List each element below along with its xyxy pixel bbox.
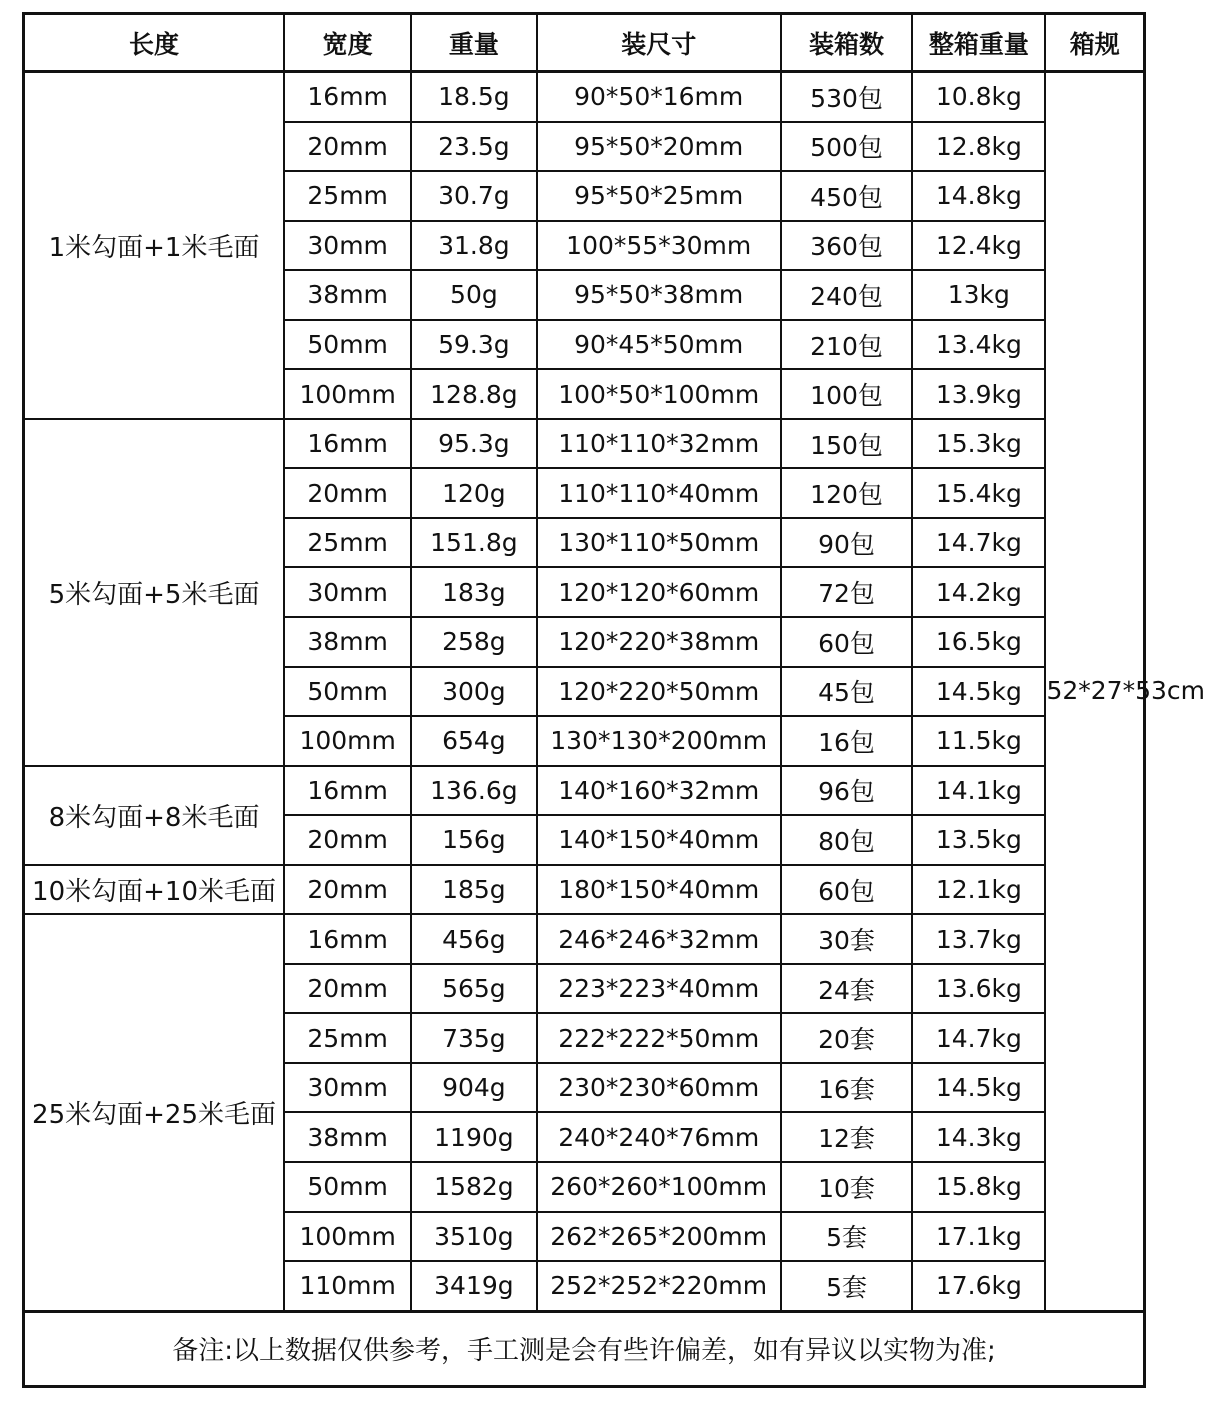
table-row (24, 914, 1145, 964)
pack-count-cell: 20套 (781, 1013, 912, 1063)
pack-size-cell: 262*265*200mm (537, 1212, 781, 1262)
pack-count-cell: 100包 (781, 369, 912, 419)
pack-size-cell: 95*50*25mm (537, 171, 781, 221)
width-cell: 50mm (284, 1162, 411, 1212)
weight-cell: 904g (411, 1063, 536, 1113)
table-row (24, 72, 1145, 122)
pack-size-cell: 120*220*50mm (537, 667, 781, 717)
weight-cell: 59.3g (411, 320, 536, 370)
box-weight-cell: 17.6kg (912, 1261, 1045, 1311)
header-box-spec: 箱规 (1045, 14, 1144, 72)
weight-cell: 654g (411, 716, 536, 766)
pack-count-cell: 120包 (781, 468, 912, 518)
weight-cell: 128.8g (411, 369, 536, 419)
box-weight-cell: 17.1kg (912, 1212, 1045, 1262)
box-weight-cell: 14.7kg (912, 518, 1045, 568)
pack-count-cell: 16包 (781, 716, 912, 766)
box-weight-cell: 14.5kg (912, 1063, 1045, 1113)
weight-cell: 151.8g (411, 518, 536, 568)
weight-cell: 120g (411, 468, 536, 518)
pack-count-cell: 210包 (781, 320, 912, 370)
box-weight-cell: 14.1kg (912, 766, 1045, 816)
pack-count-cell: 90包 (781, 518, 912, 568)
box-weight-cell: 16.5kg (912, 617, 1045, 667)
box-weight-cell: 12.4kg (912, 221, 1045, 271)
table-row (24, 419, 1145, 469)
width-cell: 25mm (284, 518, 411, 568)
box-weight-cell: 13.7kg (912, 914, 1045, 964)
weight-cell: 156g (411, 815, 536, 865)
pack-count-cell: 60包 (781, 617, 912, 667)
box-weight-cell: 15.3kg (912, 419, 1045, 469)
length-group-cell: 5米勾面+5米毛面 (24, 419, 285, 766)
width-cell: 30mm (284, 221, 411, 271)
weight-cell: 456g (411, 914, 536, 964)
width-cell: 110mm (284, 1261, 411, 1311)
length-group-cell: 8米勾面+8米毛面 (24, 766, 285, 865)
table-row (24, 865, 1145, 915)
pack-count-cell: 72包 (781, 567, 912, 617)
width-cell: 16mm (284, 914, 411, 964)
pack-count-cell: 530包 (781, 72, 912, 122)
width-cell: 100mm (284, 369, 411, 419)
pack-count-cell: 96包 (781, 766, 912, 816)
pack-size-cell: 260*260*100mm (537, 1162, 781, 1212)
pack-size-cell: 252*252*220mm (537, 1261, 781, 1311)
weight-cell: 300g (411, 667, 536, 717)
spec-table (22, 12, 1205, 1388)
width-cell: 50mm (284, 320, 411, 370)
box-weight-cell: 13.9kg (912, 369, 1045, 419)
width-cell: 20mm (284, 815, 411, 865)
box-weight-cell: 12.1kg (912, 865, 1045, 915)
box-weight-cell: 14.7kg (912, 1013, 1045, 1063)
box-weight-cell: 13.6kg (912, 964, 1045, 1014)
table-row (24, 766, 1145, 816)
width-cell: 25mm (284, 1013, 411, 1063)
width-cell: 100mm (284, 716, 411, 766)
weight-cell: 1582g (411, 1162, 536, 1212)
width-cell: 20mm (284, 865, 411, 915)
width-cell: 38mm (284, 270, 411, 320)
header-box-weight: 整箱重量 (912, 14, 1045, 72)
pack-size-cell: 140*150*40mm (537, 815, 781, 865)
pack-count-cell: 80包 (781, 815, 912, 865)
pack-size-cell: 230*230*60mm (537, 1063, 781, 1113)
width-cell: 20mm (284, 468, 411, 518)
weight-cell: 1190g (411, 1112, 536, 1162)
pack-count-cell: 60包 (781, 865, 912, 915)
pack-count-cell: 500包 (781, 122, 912, 172)
pack-size-cell: 222*222*50mm (537, 1013, 781, 1063)
box-weight-cell: 13.5kg (912, 815, 1045, 865)
weight-cell: 18.5g (411, 72, 536, 122)
pack-size-cell: 90*50*16mm (537, 72, 781, 122)
pack-size-cell: 120*220*38mm (537, 617, 781, 667)
box-weight-cell: 14.3kg (912, 1112, 1045, 1162)
box-weight-cell: 14.8kg (912, 171, 1045, 221)
pack-size-cell: 223*223*40mm (537, 964, 781, 1014)
pack-count-cell: 24套 (781, 964, 912, 1014)
weight-cell: 3510g (411, 1212, 536, 1262)
pack-count-cell: 360包 (781, 221, 912, 271)
pack-count-cell: 450包 (781, 171, 912, 221)
pack-count-cell: 150包 (781, 419, 912, 469)
width-cell: 30mm (284, 567, 411, 617)
header-width: 宽度 (284, 14, 411, 72)
pack-size-cell: 90*45*50mm (537, 320, 781, 370)
box-weight-cell: 11.5kg (912, 716, 1045, 766)
width-cell: 38mm (284, 1112, 411, 1162)
length-group-cell: 25米勾面+25米毛面 (24, 914, 285, 1311)
weight-cell: 136.6g (411, 766, 536, 816)
note-row (24, 1311, 1145, 1386)
box-weight-cell: 14.2kg (912, 567, 1045, 617)
box-weight-cell: 15.4kg (912, 468, 1045, 518)
pack-size-cell: 100*50*100mm (537, 369, 781, 419)
width-cell: 30mm (284, 1063, 411, 1113)
width-cell: 38mm (284, 617, 411, 667)
pack-size-cell: 246*246*32mm (537, 914, 781, 964)
header-pack-count: 装箱数 (781, 14, 912, 72)
pack-size-cell: 110*110*32mm (537, 419, 781, 469)
weight-cell: 31.8g (411, 221, 536, 271)
width-cell: 20mm (284, 964, 411, 1014)
width-cell: 16mm (284, 419, 411, 469)
width-cell: 25mm (284, 171, 411, 221)
width-cell: 16mm (284, 766, 411, 816)
pack-size-cell: 180*150*40mm (537, 865, 781, 915)
weight-cell: 183g (411, 567, 536, 617)
weight-cell: 3419g (411, 1261, 536, 1311)
width-cell: 100mm (284, 1212, 411, 1262)
pack-count-cell: 5套 (781, 1212, 912, 1262)
pack-size-cell: 130*130*200mm (537, 716, 781, 766)
pack-size-cell: 95*50*38mm (537, 270, 781, 320)
box-weight-cell: 14.5kg (912, 667, 1045, 717)
header-row (24, 14, 1145, 72)
pack-size-cell: 95*50*20mm (537, 122, 781, 172)
header-weight: 重量 (411, 14, 536, 72)
pack-size-cell: 130*110*50mm (537, 518, 781, 568)
pack-count-cell: 5套 (781, 1261, 912, 1311)
box-weight-cell: 15.8kg (912, 1162, 1045, 1212)
pack-size-cell: 110*110*40mm (537, 468, 781, 518)
header-length: 长度 (24, 14, 285, 72)
pack-count-cell: 10套 (781, 1162, 912, 1212)
box-spec-cell: 52*27*53cm (1045, 72, 1144, 1312)
weight-cell: 565g (411, 964, 536, 1014)
weight-cell: 23.5g (411, 122, 536, 172)
weight-cell: 258g (411, 617, 536, 667)
pack-count-cell: 12套 (781, 1112, 912, 1162)
length-group-cell: 1米勾面+1米毛面 (24, 72, 285, 419)
weight-cell: 95.3g (411, 419, 536, 469)
width-cell: 16mm (284, 72, 411, 122)
width-cell: 50mm (284, 667, 411, 717)
pack-count-cell: 30套 (781, 914, 912, 964)
length-group-cell: 10米勾面+10米毛面 (24, 865, 285, 915)
weight-cell: 185g (411, 865, 536, 915)
header-pack-size: 装尺寸 (537, 14, 781, 72)
pack-count-cell: 240包 (781, 270, 912, 320)
box-weight-cell: 10.8kg (912, 72, 1045, 122)
pack-count-cell: 16套 (781, 1063, 912, 1113)
pack-size-cell: 100*55*30mm (537, 221, 781, 271)
weight-cell: 30.7g (411, 171, 536, 221)
box-weight-cell: 12.8kg (912, 122, 1045, 172)
width-cell: 20mm (284, 122, 411, 172)
box-weight-cell: 13kg (912, 270, 1045, 320)
table-body (24, 72, 1205, 1312)
box-weight-cell: 13.4kg (912, 320, 1045, 370)
note-text: 备注:以上数据仅供参考，手工测是会有些许偏差，如有异议以实物为准; (24, 1311, 1145, 1386)
pack-count-cell: 45包 (781, 667, 912, 717)
weight-cell: 50g (411, 270, 536, 320)
weight-cell: 735g (411, 1013, 536, 1063)
pack-size-cell: 140*160*32mm (537, 766, 781, 816)
pack-size-cell: 240*240*76mm (537, 1112, 781, 1162)
pack-size-cell: 120*120*60mm (537, 567, 781, 617)
